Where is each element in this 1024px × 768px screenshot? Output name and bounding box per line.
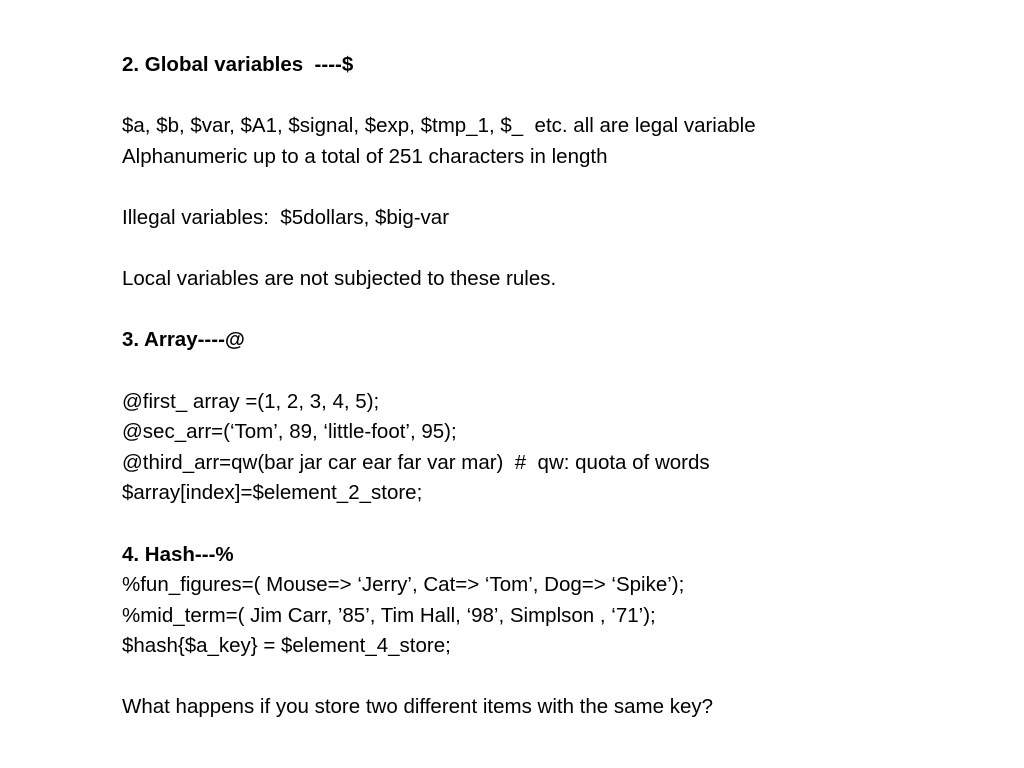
heading-array: 3. Array----@ xyxy=(122,328,245,352)
hash-example-fun-figures: %fun_figures=( Mouse=> ‘Jerry’, Cat=> ‘Tom’, Dog=> ‘Spike’); xyxy=(122,573,685,597)
slide-body xyxy=(122,50,1002,723)
hash-example-mid-term: %mid_term=( Jim Carr, ’85’, Tim Hall, ‘98’, Simplson , ‘71’); xyxy=(122,603,656,627)
heading-global-variables: 2. Global variables ----$ xyxy=(122,53,354,76)
blank-line xyxy=(122,234,1002,265)
blank-line xyxy=(122,295,1002,326)
question-line: What happens if you store two different items with the same key? xyxy=(122,695,713,719)
blank-line xyxy=(122,509,1002,540)
blank-line xyxy=(122,662,1002,693)
legal-variables-line: $a, $b, $var, $A1, $signal, $exp, $tmp_1, $_ etc. all are legal variable xyxy=(122,114,756,138)
heading-hash: 4. Hash---% xyxy=(122,542,234,566)
array-element-store-line: $array[index]=$element_2_store; xyxy=(122,481,423,505)
hash-element-store-line: $hash{$a_key} = $element_4_store; xyxy=(122,634,451,658)
local-variables-line: Local variables are not subjected to these rules. xyxy=(122,267,557,291)
array-example-first: @first_ array =(1, 2, 3, 4, 5); xyxy=(122,389,380,413)
array-example-second: @sec_arr=(‘Tom’, 89, ‘little-foot’, 95); xyxy=(122,420,457,444)
alphanumeric-length-line: Alphanumeric up to a total of 251 characters in length xyxy=(122,144,608,168)
blank-line xyxy=(122,81,1002,112)
array-example-third: @third_arr=qw(bar jar car ear far var mar) # qw: quota of words xyxy=(122,450,710,474)
blank-line xyxy=(122,172,1002,203)
illegal-variables-line: Illegal variables: $5dollars, $big-var xyxy=(122,205,450,229)
blank-line xyxy=(122,356,1002,387)
